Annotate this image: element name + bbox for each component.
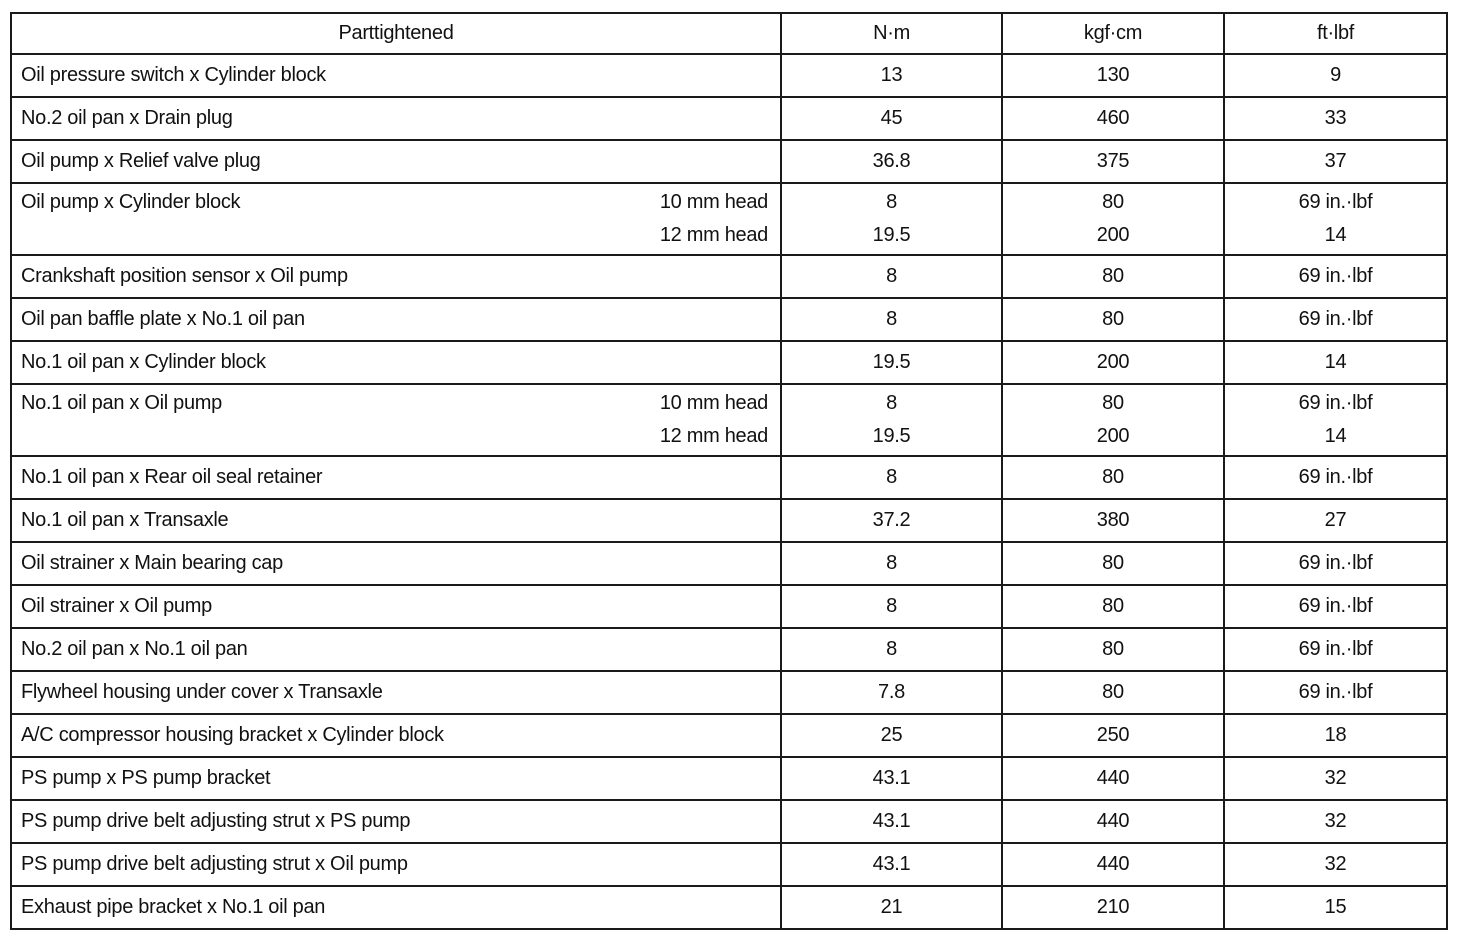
cell-ft-lbf: 69 in.·lbf [1224, 671, 1447, 714]
cell-kgf-cm: 130 [1002, 54, 1224, 97]
cell-nm: 43.1 [781, 800, 1002, 843]
cell-kgf-cm: 460 [1002, 97, 1224, 140]
header-row [11, 13, 1447, 54]
table-body [11, 54, 1447, 929]
cell-kgf-cm-value: 80 [1102, 191, 1124, 213]
part-name: Oil strainer x Main bearing cap [21, 552, 283, 574]
cell-nm [781, 384, 1002, 456]
header-ft-lbf: ft·lbf [1224, 13, 1447, 54]
cell-part-tightened [11, 628, 781, 671]
cell-kgf-cm [1002, 384, 1224, 456]
part-name: Oil pressure switch x Cylinder block [21, 64, 326, 86]
cell-kgf-cm: 440 [1002, 757, 1224, 800]
cell-nm: 13 [781, 54, 1002, 97]
cell-nm-value: 8 [886, 392, 897, 414]
cell-ft-lbf [1224, 384, 1447, 456]
cell-nm: 43.1 [781, 757, 1002, 800]
part-name: PS pump drive belt adjusting strut x PS pump [21, 810, 411, 832]
cell-part-tightened [11, 298, 781, 341]
part-name: Oil pump x Cylinder block [21, 191, 241, 213]
cell-ft-lbf: 69 in.·lbf [1224, 456, 1447, 499]
part-name: Oil pan baffle plate x No.1 oil pan [21, 308, 305, 330]
cell-kgf-cm-value: 200 [1096, 425, 1130, 447]
bolt-size-label: 10 mm head [659, 392, 768, 414]
cell-nm: 43.1 [781, 843, 1002, 886]
cell-kgf-cm: 80 [1002, 585, 1224, 628]
cell-kgf-cm: 250 [1002, 714, 1224, 757]
cell-ft-lbf: 9 [1224, 54, 1447, 97]
cell-nm: 7.8 [781, 671, 1002, 714]
cell-part-tightened [11, 140, 781, 183]
cell-part-tightened [11, 97, 781, 140]
cell-nm-value: 8 [886, 191, 897, 213]
torque-spec-table [10, 12, 1448, 930]
table-row [11, 714, 1447, 757]
cell-nm: 36.8 [781, 140, 1002, 183]
bolt-size-labels [660, 387, 768, 453]
part-name: Flywheel housing under cover x Transaxle [21, 681, 383, 703]
cell-nm: 19.5 [781, 341, 1002, 384]
cell-nm: 8 [781, 628, 1002, 671]
cell-part-tightened [11, 54, 781, 97]
cell-nm: 8 [781, 255, 1002, 298]
cell-ft-lbf: 37 [1224, 140, 1447, 183]
part-name: PS pump x PS pump bracket [21, 767, 271, 789]
cell-kgf-cm: 80 [1002, 671, 1224, 714]
cell-ft-lbf: 18 [1224, 714, 1447, 757]
cell-ft-lbf: 69 in.·lbf [1224, 255, 1447, 298]
cell-part-tightened [11, 341, 781, 384]
cell-nm: 8 [781, 585, 1002, 628]
part-name: A/C compressor housing bracket x Cylinder block [21, 724, 444, 746]
cell-kgf-cm: 200 [1002, 341, 1224, 384]
cell-nm: 25 [781, 714, 1002, 757]
table-row [11, 671, 1447, 714]
bolt-size-labels [660, 186, 768, 252]
cell-ft-lbf: 14 [1224, 341, 1447, 384]
part-name: No.1 oil pan x Cylinder block [21, 351, 266, 373]
cell-nm: 21 [781, 886, 1002, 929]
part-name: Crankshaft position sensor x Oil pump [21, 265, 348, 287]
part-name: No.1 oil pan x Rear oil seal retainer [21, 466, 323, 488]
cell-kgf-cm: 80 [1002, 456, 1224, 499]
part-name: Exhaust pipe bracket x No.1 oil pan [21, 896, 326, 918]
table-row [11, 384, 1447, 456]
cell-kgf-cm: 80 [1002, 255, 1224, 298]
cell-kgf-cm: 210 [1002, 886, 1224, 929]
cell-kgf-cm: 80 [1002, 542, 1224, 585]
cell-kgf-cm: 80 [1002, 298, 1224, 341]
cell-ft-lbf: 32 [1224, 800, 1447, 843]
part-name: No.2 oil pan x Drain plug [21, 107, 233, 129]
table-row [11, 97, 1447, 140]
bolt-size-label: 12 mm head [659, 425, 768, 447]
cell-part-tightened [11, 800, 781, 843]
cell-ft-lbf: 27 [1224, 499, 1447, 542]
cell-ft-lbf: 32 [1224, 843, 1447, 886]
cell-nm: 37.2 [781, 499, 1002, 542]
table-row [11, 757, 1447, 800]
cell-ft-lbf: 69 in.·lbf [1224, 628, 1447, 671]
cell-ft-lbf: 69 in.·lbf [1224, 542, 1447, 585]
cell-nm: 45 [781, 97, 1002, 140]
table-row [11, 298, 1447, 341]
cell-kgf-cm-value: 80 [1102, 392, 1124, 414]
cell-nm: 8 [781, 542, 1002, 585]
cell-kgf-cm: 440 [1002, 800, 1224, 843]
table-row [11, 542, 1447, 585]
cell-nm-value: 19.5 [872, 425, 911, 447]
part-name: Oil pump x Relief valve plug [21, 150, 261, 172]
cell-part-tightened [11, 456, 781, 499]
part-name: Oil strainer x Oil pump [21, 595, 212, 617]
cell-part-tightened [11, 542, 781, 585]
part-name: PS pump drive belt adjusting strut x Oil pump [21, 853, 408, 875]
cell-ft-lbf-value: 69 in.·lbf [1298, 191, 1373, 213]
cell-part-tightened [11, 585, 781, 628]
cell-kgf-cm: 375 [1002, 140, 1224, 183]
cell-nm: 8 [781, 298, 1002, 341]
cell-part-tightened [11, 757, 781, 800]
cell-nm [781, 183, 1002, 255]
table-row [11, 585, 1447, 628]
cell-ft-lbf-value: 14 [1324, 224, 1347, 246]
table-row [11, 499, 1447, 542]
header-kgf-cm: kgf·cm [1002, 13, 1224, 54]
table-row [11, 800, 1447, 843]
cell-ft-lbf: 32 [1224, 757, 1447, 800]
cell-ft-lbf [1224, 183, 1447, 255]
part-name: No.2 oil pan x No.1 oil pan [21, 638, 248, 660]
header-part-tightened: Parttightened [11, 13, 781, 54]
cell-ft-lbf: 33 [1224, 97, 1447, 140]
cell-part-tightened [11, 714, 781, 757]
cell-ft-lbf-value: 14 [1324, 425, 1347, 447]
table-row [11, 843, 1447, 886]
cell-part-tightened [11, 183, 781, 255]
table-header [11, 13, 1447, 54]
table-row [11, 456, 1447, 499]
cell-part-tightened [11, 886, 781, 929]
cell-kgf-cm: 440 [1002, 843, 1224, 886]
cell-kgf-cm-value: 200 [1096, 224, 1130, 246]
cell-part-tightened [11, 255, 781, 298]
cell-kgf-cm: 380 [1002, 499, 1224, 542]
part-name: No.1 oil pan x Transaxle [21, 509, 229, 531]
table-row [11, 886, 1447, 929]
cell-part-tightened [11, 384, 781, 456]
cell-part-tightened [11, 671, 781, 714]
cell-ft-lbf: 15 [1224, 886, 1447, 929]
bolt-size-label: 12 mm head [659, 224, 768, 246]
cell-ft-lbf: 69 in.·lbf [1224, 298, 1447, 341]
bolt-size-label: 10 mm head [659, 191, 768, 213]
cell-part-tightened [11, 499, 781, 542]
table-row [11, 255, 1447, 298]
cell-part-tightened [11, 843, 781, 886]
cell-nm: 8 [781, 456, 1002, 499]
part-name: No.1 oil pan x Oil pump [21, 392, 222, 414]
table-row [11, 341, 1447, 384]
cell-ft-lbf: 69 in.·lbf [1224, 585, 1447, 628]
table-row [11, 140, 1447, 183]
table-row [11, 628, 1447, 671]
cell-kgf-cm: 80 [1002, 628, 1224, 671]
cell-nm-value: 19.5 [872, 224, 911, 246]
table-row [11, 54, 1447, 97]
cell-kgf-cm [1002, 183, 1224, 255]
cell-ft-lbf-value: 69 in.·lbf [1298, 392, 1373, 414]
table-row [11, 183, 1447, 255]
header-nm: N·m [781, 13, 1002, 54]
